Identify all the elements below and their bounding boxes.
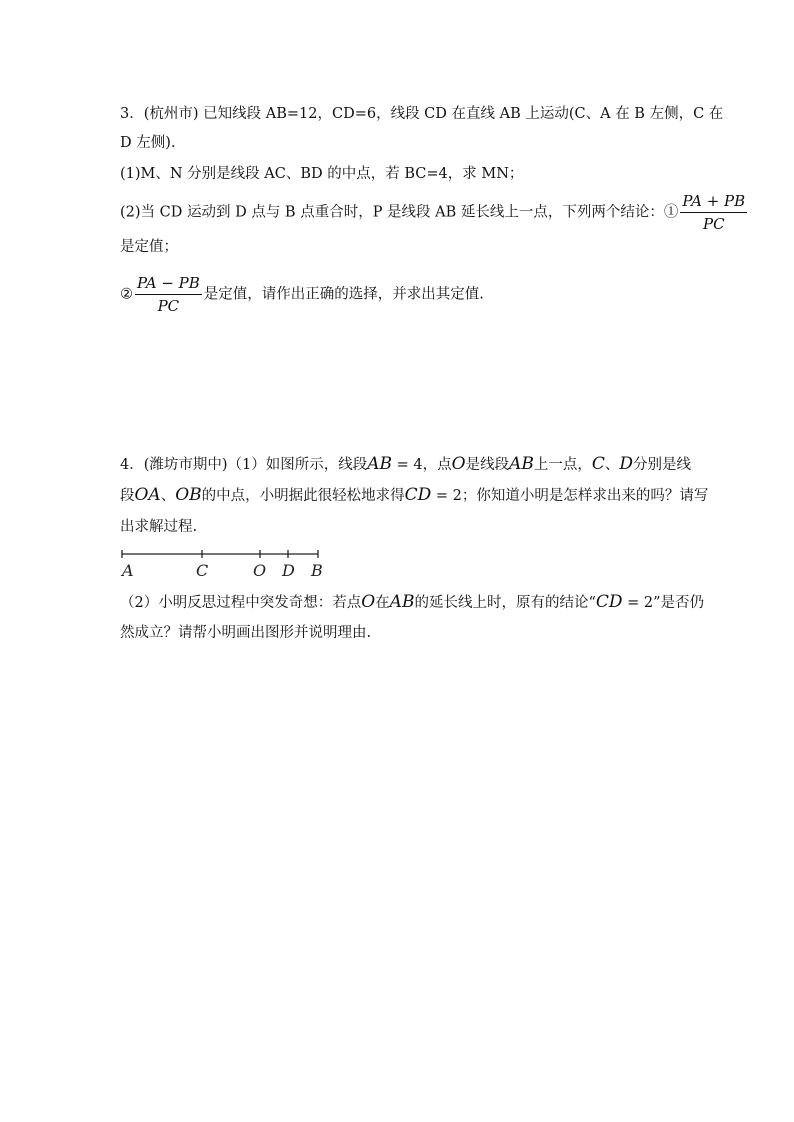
math-c: C (591, 454, 605, 474)
p4-l2b: 、 (160, 488, 176, 504)
label-o: O (253, 561, 267, 580)
math-cd: CD (404, 485, 432, 505)
p4-l1d: 上一点， (533, 457, 592, 473)
label-b: B (311, 561, 323, 580)
fraction-2 (135, 274, 202, 315)
p3-line-5: 是定值； (120, 239, 178, 255)
p4-sep: 、 (604, 457, 620, 473)
p4-l4d: ”是否仍 (653, 595, 705, 611)
fraction-2-denominator: PC (157, 297, 180, 315)
math-ab-2: AB (509, 454, 534, 474)
p4-l4a: （2）小明反思过程中突发奇想：若点 (120, 595, 362, 611)
math-eq2-b: = 2 (622, 595, 654, 611)
fraction-2-numerator: PA − PB (135, 274, 202, 295)
math-o-2: O (361, 592, 376, 612)
p4-line-2 (120, 484, 709, 507)
math-eq4: = 4 (392, 457, 423, 473)
p3-line-4-text: (2)当 CD 运动到 D 点与 B 点重合时，P 是线段 AB 延长线上一点，下列两个结论：① (120, 204, 679, 221)
label-c: C (196, 561, 209, 580)
label-a: A (122, 561, 134, 580)
p3-line-4 (120, 192, 746, 233)
math-ab-3: AB (389, 592, 415, 612)
math-d: D (619, 454, 634, 474)
p3-line-2: D 左侧). (120, 135, 176, 151)
p4-line-3: 出求解过程. (120, 519, 198, 535)
p3-circle-two: ② (120, 286, 133, 303)
fraction-1-denominator: PC (703, 215, 725, 233)
p3-line-6-suffix: 是定值，请作出正确的选择，并求出其定值. (203, 286, 484, 303)
p4-line-1 (120, 453, 692, 476)
fraction-1 (680, 192, 747, 233)
p4-l2c: 的中点，小明据此很轻松地求得 (201, 488, 405, 504)
fraction-1-numerator: PA + PB (680, 192, 747, 213)
p4-l1c: 是线段 (465, 457, 510, 473)
p3-line-6 (120, 274, 680, 315)
math-ab: AB (367, 454, 393, 474)
p4-l1e: 分别是线 (633, 457, 692, 473)
p3-line-3: (1)M、N 分别是线段 AC、BD 的中点，若 BC=4，求 MN； (120, 166, 524, 182)
math-oa: OA (134, 485, 161, 505)
p3-line-1: 3．(杭州市) 已知线段 AB=12，CD=6，线段 CD 在直线 AB 上运动(C、A 在 B 左侧，C 在 (120, 106, 724, 122)
math-ob: OB (175, 485, 202, 505)
math-eq2: = 2 (431, 488, 462, 504)
math-o: O (451, 454, 466, 474)
p4-line-4 (120, 591, 705, 614)
p4-line-5: 然成立？请帮小明画出图形并说明理由. (120, 625, 372, 641)
p4-l1b: ，点 (422, 457, 452, 473)
label-d: D (282, 561, 295, 580)
segment-diagram (120, 548, 330, 580)
p4-l2d: ；你知道小明是怎样求出来的吗？请写 (461, 488, 709, 504)
p4-l1a: 4．(潍坊市期中)（1）如图所示，线段 (120, 457, 368, 473)
p4-l2a: 段 (120, 488, 135, 504)
p4-l4c: 的延长线上时，原有的结论“ (414, 595, 596, 611)
p4-l4b: 在 (375, 595, 390, 611)
math-cd-2: CD (595, 592, 623, 612)
